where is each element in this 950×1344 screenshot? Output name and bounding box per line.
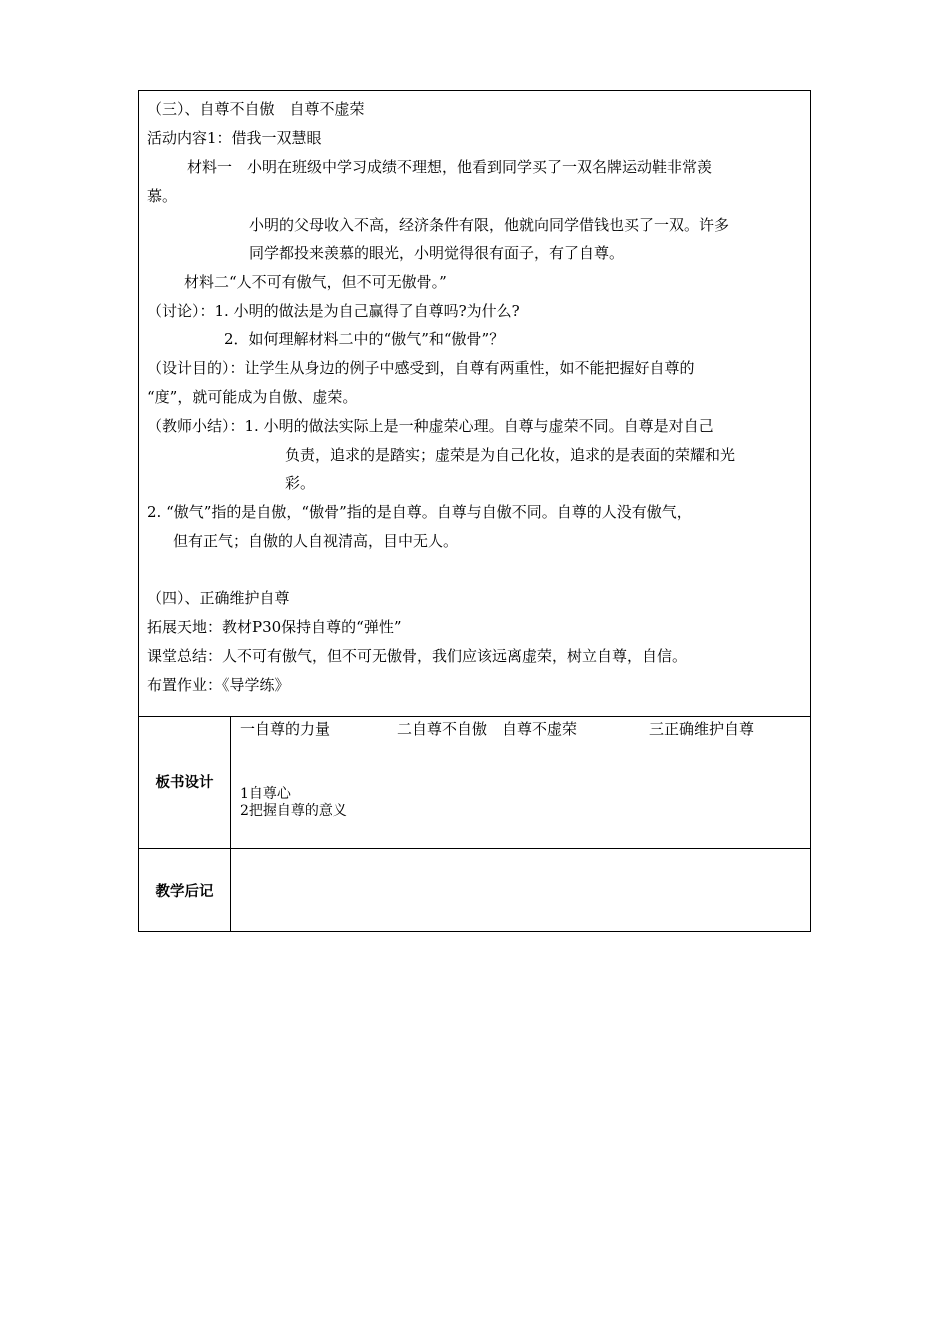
board-design-row — [139, 716, 810, 849]
board-item-1: 一自尊的力量 — [240, 720, 331, 738]
board-item-3: 三正确维护自尊 — [649, 720, 755, 738]
summary-line1: （教师小结）：1. 小明的做法实际上是一种虚荣心理。自尊与虚荣不同。自尊是对自己 — [147, 417, 714, 435]
content-row — [139, 91, 810, 717]
purpose-line2: “度”，就可能成为自傲、虚荣。 — [147, 388, 358, 406]
section4-heading: （四）、正确维护自尊 — [147, 589, 290, 607]
board-sub-1: 1自尊心 — [240, 786, 291, 802]
summary-line3: 彩。 — [285, 474, 316, 492]
material2: 材料二“人不可有傲气，但不可无傲骨。” — [184, 273, 447, 291]
column-divider — [230, 848, 231, 931]
column-divider — [230, 716, 231, 848]
summary-line2: 负责，追求的是踏实；虚荣是为自己化妆，追求的是表面的荣耀和光 — [285, 446, 736, 464]
summary2-line2: 但有正气；自傲的人自视清高，目中无人。 — [173, 532, 459, 550]
board-design-label: 板书设计 — [155, 775, 214, 791]
activity-title: 活动内容1：借我一双慧眼 — [147, 129, 322, 147]
discussion-1: （讨论）：1. 小明的做法是为自己赢得了自尊吗?为什么? — [147, 302, 520, 320]
teaching-notes-label: 教学后记 — [155, 884, 214, 900]
material1-line1: 材料一 小明在班级中学习成绩不理想，他看到同学买了一双名牌运动鞋非常羡 — [187, 158, 713, 176]
board-item-2: 二自尊不自傲 自尊不虚荣 — [397, 720, 578, 738]
section3-heading: （三）、自尊不自傲 自尊不虚荣 — [147, 100, 365, 118]
homework: 布置作业：《导学练》 — [147, 676, 290, 694]
discussion-2: 2．如何理解材料二中的“傲气”和“傲骨”？ — [224, 330, 505, 348]
lesson-plan-table — [138, 90, 811, 932]
material1-line3: 小明的父母收入不高，经济条件有限，他就向同学借钱也买了一双。许多 — [249, 216, 730, 234]
expand-activity: 拓展天地：教材P30保持自尊的“弹性” — [147, 618, 402, 636]
summary2-line1: 2. “傲气”指的是自傲，“傲骨”指的是自尊。自尊与自傲不同。自尊的人没有傲气， — [147, 503, 692, 521]
teaching-notes-row — [139, 848, 810, 931]
class-summary: 课堂总结：人不可有傲气，但不可无傲骨，我们应该远离虚荣，树立自尊，自信。 — [147, 647, 688, 665]
material1-line2: 慕。 — [147, 187, 178, 205]
material1-line4: 同学都投来羡慕的眼光，小明觉得很有面子，有了自尊。 — [249, 244, 625, 262]
purpose-line1: （设计目的）：让学生从身边的例子中感受到，自尊有两重性，如不能把握好自尊的 — [147, 359, 695, 377]
board-sub-2: 2把握自尊的意义 — [240, 803, 347, 819]
